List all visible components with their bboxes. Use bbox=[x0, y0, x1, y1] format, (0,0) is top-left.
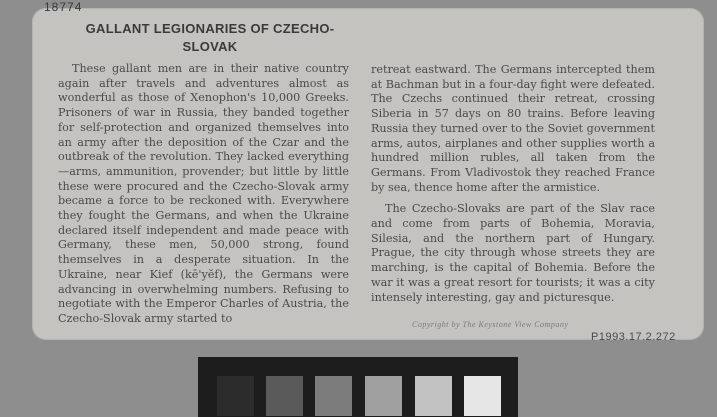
paragraph: retreat eastward. The Germans intercepted them at Bachman but in a four-day fight were defeated. The Czechs continued their retreat, crossing Siberia in 57 days on 80 trains. Before leaving Russia they turned over to the Soviet government arms, autos, airplanes and other supplies worth a hundred million rubles, all taken from the Germans. From Vladivostok they reached France by sea, thence home after the armistice. bbox=[371, 63, 655, 194]
gray-swatch bbox=[315, 376, 352, 416]
copyright-line: Copyright by The Keystone View Company bbox=[412, 320, 569, 329]
paragraph: The Czecho-Slovaks are part of the Slav race and come from parts of Bohemia, Moravia, Silesia, and the northern part of Hungary. Prague, the city through whose streets they are marching, is the capital of Bohemia. Before the war it was a great resort for tourists; it was a city intensely interesting, gay and picturesque. bbox=[371, 202, 655, 304]
catalog-number: 18774 bbox=[44, 0, 83, 14]
gray-swatch bbox=[266, 376, 303, 416]
card-title: GALLANT LEGIONARIES OF CZECHO-SLOVAK bbox=[85, 21, 335, 54]
gray-swatch bbox=[415, 376, 452, 416]
gray-swatch bbox=[217, 376, 254, 416]
accession-number: P1993.17.2.272 bbox=[591, 331, 676, 343]
gray-swatch bbox=[365, 376, 402, 416]
gray-swatch bbox=[464, 376, 501, 416]
text-column-right bbox=[371, 63, 655, 305]
text-column-left bbox=[58, 62, 349, 327]
paragraph: These gallant men are in their native country again after travels and adventures almost as wonderful as those of Xenophon's 10,000 Greeks. Prisoners of war in Russia, they banded together for self-protection and organized themselves into an army after the deposition of the Czar and the outbreak of the revolution. They lacked everything—arms, ammunition, provender; but little by little these were procured and the Czecho-Slovak army became a force to be reckoned with. Everywhere they fought the Germans, and when the Ukraine declared itself independent and made peace with Germany, these men, 50,000 strong, found themselves in a desperate situation. In the Ukraine, near Kief (kē'yĕf), the Germans were advancing in overwhelming numbers. Refusing to negotiate with the Emperor Charles of Austria, the Czecho-Slovak army started to bbox=[58, 62, 349, 325]
color-calibration-strip bbox=[198, 357, 518, 417]
